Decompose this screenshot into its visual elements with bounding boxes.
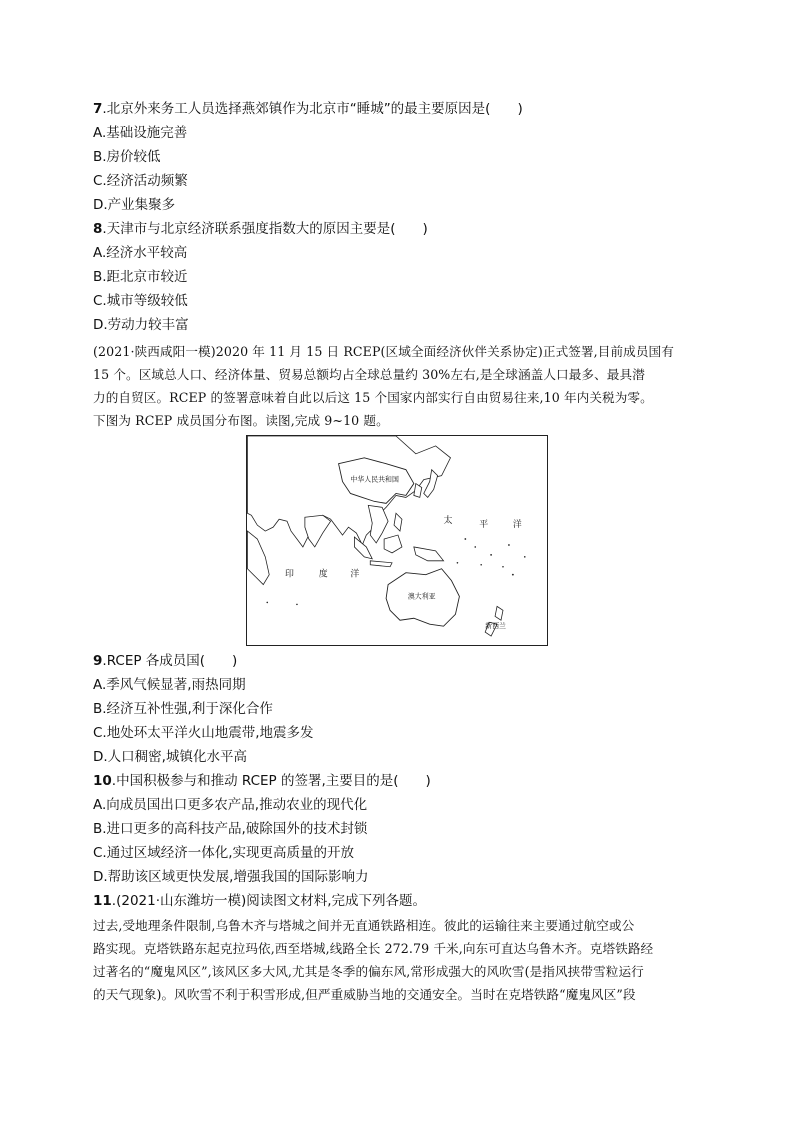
q9-option-c: C.地处环太平洋火山地震带,地震多发: [93, 725, 314, 741]
q7-option-a: A.基础设施完善: [93, 125, 188, 141]
q8-option-c: C.城市等级较低: [93, 293, 188, 309]
q11-stem: [93, 892, 426, 910]
map-label-indian-1: 印: [285, 569, 294, 580]
q9-stem: [93, 652, 237, 670]
philippines-shape: [394, 513, 402, 531]
q9-option-d: D.人口稠密,城镇化水平高: [93, 749, 247, 765]
borneo-shape: [384, 535, 402, 553]
map-label-indian-2: 度: [318, 569, 328, 580]
q11-number: 11: [93, 893, 112, 909]
q10-stem-text: .中国积极参与和推动 RCEP 的签署,主要目的是( ): [111, 773, 431, 789]
passage-line: 力的自贸区。RCEP 的签署意味着自此以后这 15 个国家内部实行自由贸易往来,10 年内关税为零。: [93, 390, 653, 405]
q11-passage: [93, 914, 698, 1006]
passage-line: (2021·陕西咸阳一模)2020 年 11 月 15 日 RCEP(区域全面经济伙伴关系协定)正式签署,目前成员国有: [93, 344, 674, 359]
q9-stem-text: .RCEP 各成员国( ): [102, 653, 238, 669]
passage-line: 下图为 RCEP 成员国分布图。读图,完成 9~10 题。: [93, 413, 389, 428]
q9-number: 9: [93, 653, 103, 669]
q10-option-c: C.通过区域经济一体化,实现更高质量的开放: [93, 845, 355, 861]
q11-passage-line: 过著名的“魔鬼风区”,该风区多大风,尤其是冬季的偏东风,常形成强大的风吹雪(是指风挟带雪粒运行: [93, 964, 644, 979]
map-label-china: 中华人民共和国: [350, 475, 399, 484]
map-label-newzealand: 新西兰: [485, 622, 506, 631]
q10-stem: [93, 772, 431, 790]
q10-option-a: A.向成员国出口更多农产品,推动农业的现代化: [93, 797, 368, 813]
newguinea-shape: [414, 547, 444, 561]
q11-passage-line: 路实现。克塔铁路东起克拉玛依,西至塔城,线路全长 272.79 千米,向东可直达乌鲁木齐。克塔铁路经: [93, 941, 654, 956]
newzealand-north: [495, 606, 503, 620]
q7-option-b: B.房价较低: [93, 149, 161, 165]
map-label-pacific-1: 太: [443, 516, 453, 527]
q9-option-a: A.季风气候显著,雨热同期: [93, 677, 246, 693]
q8-option-d: D.劳动力较丰富: [93, 317, 189, 333]
india-shape: [305, 515, 331, 547]
map-label-australia: 澳大利亚: [407, 592, 436, 601]
q11-passage-line: 的天气现象)。风吹雪不利于积雪形成,但严重威胁当地的交通安全。当时在克塔铁路“魔鬼风区”段: [93, 987, 636, 1002]
map-label-pacific-3: 洋: [512, 520, 522, 531]
map-label-pacific-2: 平: [479, 520, 489, 531]
africa-edge: [247, 531, 269, 584]
q8-option-b: B.距北京市较近: [93, 269, 188, 285]
q11-stem-text: .(2021·山东潍坊一模)阅读图文材料,完成下列各题。: [111, 893, 427, 909]
q7-stem: [93, 100, 523, 118]
rcep-member-map: [246, 435, 548, 646]
q10-number: 10: [93, 773, 112, 789]
q11-passage-line: 过去,受地理条件限制,乌鲁木齐与塔城之间并无直通铁路相连。彼此的运输往来主要通过航空或公: [93, 918, 635, 933]
passage-line: 15 个。区域总人口、经济体量、贸易总额均占全球总量约 30%左右,是全球涵盖人口最多、最具潜: [93, 367, 645, 382]
q10-option-b: B.进口更多的高科技产品,破除国外的技术封锁: [93, 821, 368, 837]
rcep-passage: [93, 340, 698, 432]
q8-stem: [93, 220, 428, 238]
map-label-indian-3: 洋: [350, 569, 360, 580]
q7-number: 7: [93, 101, 103, 117]
java-shape: [370, 561, 392, 567]
q7-stem-text: .北京外来务工人员选择燕郊镇作为北京市“睡城”的最主要原因是( ): [102, 101, 523, 117]
q7-option-d: D.产业集聚多: [93, 197, 176, 213]
q8-option-a: A.经济水平较高: [93, 245, 188, 261]
map-svg: [247, 436, 547, 645]
q7-option-c: C.经济活动频繁: [93, 173, 188, 189]
q8-stem-text: .天津市与北京经济联系强度指数大的原因主要是( ): [102, 221, 428, 237]
q9-option-b: B.经济互补性强,利于深化合作: [93, 701, 273, 717]
q10-option-d: D.帮助该区域更快发展,增强我国的国际影响力: [93, 869, 369, 885]
q8-number: 8: [93, 221, 103, 237]
